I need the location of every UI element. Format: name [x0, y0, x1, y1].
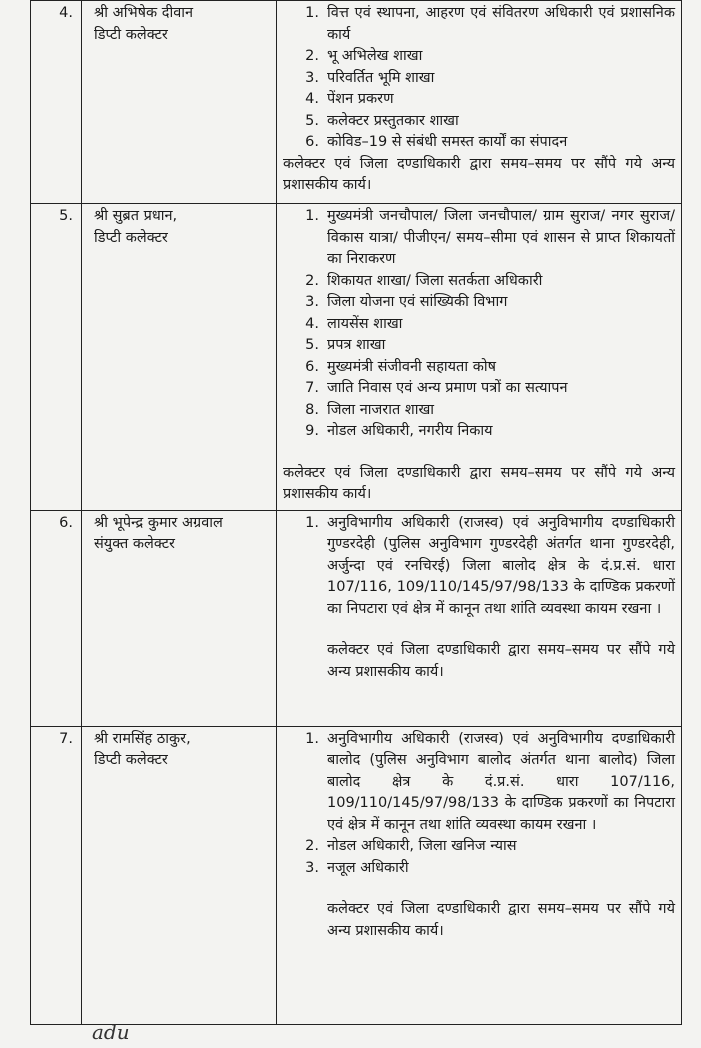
- officer-cell: [82, 726, 277, 1024]
- officer-cell: [82, 204, 277, 511]
- list-item: 3. नजूल अधिकारी: [305, 859, 409, 876]
- list-item: 5. कलेक्टर प्रस्तुतकार शाखा: [305, 112, 459, 129]
- work-cell: [277, 1, 682, 204]
- other-duties-text: कलेक्टर एवं जिला दण्डाधिकारी द्वारा समय–समय पर सौंपे गये अन्य प्रशासकीय कार्य।: [327, 642, 675, 680]
- list-item: 8. जिला नाजरात शाखा: [305, 401, 435, 418]
- list-item: 1. अनुविभागीय अधिकारी (राजस्व) एवं अनुविभागीय दण्डाधिकारी बालोद (पुलिस अनुविभाग बालोद अंतर्गत थाना बालोद) जिला बालोद क्षेत्र के दं.प्र.सं. धारा 107/116, 109/110/145/97/98/133 के दाण्डिक प्रकरणों का निपटारा एवं क्षेत्र में कानून तथा शांति व्यवस्था कायम रखना ।: [305, 730, 675, 833]
- work-list: [283, 729, 675, 880]
- list-item: 2. शिकायत शाखा/ जिला सतर्कता अधिकारी: [305, 272, 543, 289]
- table-row: [31, 204, 682, 511]
- officer-cell: [82, 510, 277, 726]
- table-row: [31, 726, 682, 1024]
- other-duties-text: कलेक्टर एवं जिला दण्डाधिकारी द्वारा समय–समय पर सौंपे गये अन्य प्रशासकीय कार्य।: [327, 901, 675, 939]
- list-item: 7. जाति निवास एवं अन्य प्रमाण पत्रों का सत्यापन: [305, 380, 568, 396]
- list-item: 1. अनुविभागीय अधिकारी (राजस्व) एवं अनुविभागीय दण्डाधिकारी गुण्डरदेही (पुलिस अनुविभाग गुण्डरदेही अंतर्गत थाना गुण्डरदेही, अर्जुन्दा एवं रनचिरई) जिला बालोद क्षेत्र के दं.प्र.सं. धारा 107/116, 109/110/145/97/98/133 के दाण्डिक प्रकरणों का निपटारा एवं क्षेत्र में कानून तथा शांति व्यवस्था कायम रखना ।: [305, 514, 676, 617]
- officer-designation: संयुक्त कलेक्टर: [94, 536, 175, 552]
- work-cell: [277, 510, 682, 726]
- officer-name: श्री सुब्रत प्रधान,: [94, 208, 178, 224]
- list-item: 3. जिला योजना एवं सांख्यिकी विभाग: [305, 294, 508, 310]
- table-row: [31, 1, 682, 204]
- work-cell: [277, 726, 682, 1024]
- list-item: 6. मुख्यमंत्री संजीवनी सहायता कोष: [305, 358, 496, 375]
- serial-number: 6.: [31, 510, 82, 726]
- officer-name: श्री भूपेन्द्र कुमार अग्रवाल: [94, 514, 223, 531]
- other-duties-text: कलेक्टर एवं जिला दण्डाधिकारी द्वारा समय–समय पर सौंपे गये अन्य प्रशासकीय कार्य।: [283, 155, 675, 193]
- list-item: 3. परिवर्तित भूमि शाखा: [305, 69, 435, 86]
- work-list: [283, 513, 675, 621]
- other-duties-text: कलेक्टर एवं जिला दण्डाधिकारी द्वारा समय–समय पर सौंपे गये अन्य प्रशासकीय कार्य।: [283, 464, 675, 502]
- list-item: 1. मुख्यमंत्री जनचौपाल/ जिला जनचौपाल/ ग्राम सुराज/ नगर सुराज/ विकास यात्रा/ पीजीएन/ समय–सीमा एवं शासन से प्राप्त शिकायतों का निराकरण: [305, 208, 675, 267]
- serial-number: 4.: [31, 1, 82, 204]
- serial-number: 5.: [31, 204, 82, 511]
- officer-name: श्री रामसिंह ठाकुर,: [94, 730, 191, 747]
- list-item: 6. कोविड–19 से संबंधी समस्त कार्यों का संपादन: [305, 134, 568, 150]
- work-cell: [277, 204, 682, 511]
- officer-cell: [82, 1, 277, 204]
- handwritten-signature: adu: [92, 1020, 130, 1044]
- work-list: [283, 206, 675, 443]
- list-item: 2. नोडल अधिकारी, जिला खनिज न्यास: [305, 838, 517, 854]
- serial-number: 7.: [31, 726, 82, 1024]
- work-allocation-table: [30, 0, 682, 1025]
- officer-name: श्री अभिषेक दीवान: [94, 5, 194, 21]
- officer-designation: डिप्टी कलेक्टर: [94, 229, 168, 246]
- work-list: [283, 3, 675, 154]
- list-item: 4. पेंशन प्रकरण: [305, 91, 394, 107]
- list-item: 9. नोडल अधिकारी, नगरीय निकाय: [305, 423, 493, 439]
- table-row: [31, 510, 682, 726]
- list-item: 4. लायसेंस शाखा: [305, 315, 403, 332]
- officer-designation: डिप्टी कलेक्टर: [94, 752, 168, 768]
- list-item: 5. प्रपत्र शाखा: [305, 337, 386, 353]
- officer-designation: डिप्टी कलेक्टर: [94, 26, 168, 43]
- list-item: 2. भू अभिलेख शाखा: [305, 48, 423, 64]
- list-item: 1. वित्त एवं स्थापना, आहरण एवं संवितरण अधिकारी एवं प्रशासनिक कार्य: [305, 5, 675, 43]
